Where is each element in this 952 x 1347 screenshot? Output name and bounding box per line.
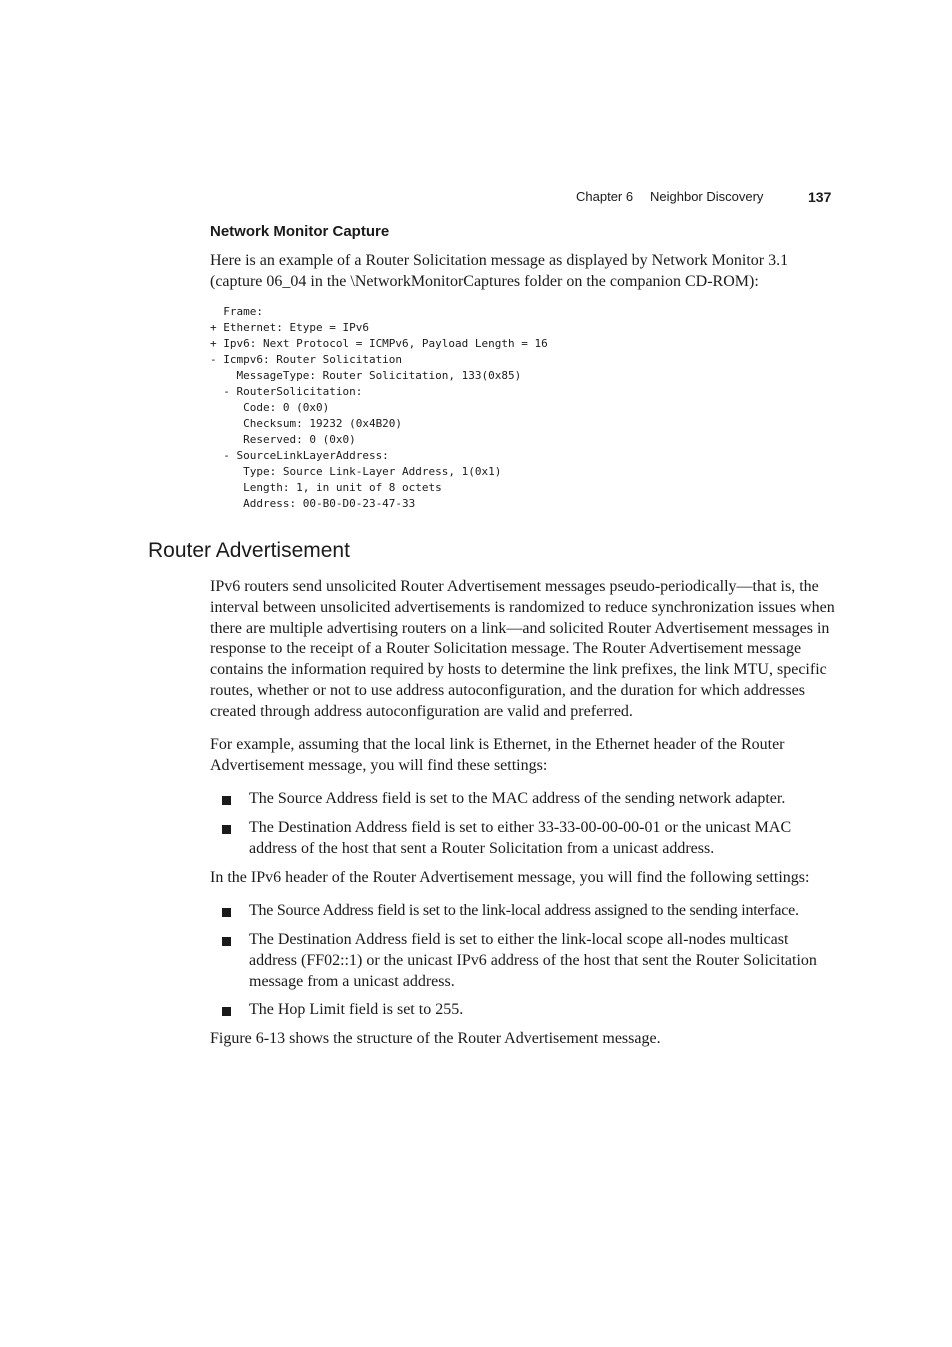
page-number: 137 — [808, 189, 832, 205]
list-item — [222, 818, 836, 860]
list-item — [222, 901, 836, 922]
figure-reference-paragraph: Figure 6-13 shows the structure of the Router Advertisement message. — [210, 1030, 661, 1047]
list-item-text: The Source Address field is set to the MAC address of the sending network adapter. — [249, 790, 786, 807]
bullet-square-icon — [222, 796, 231, 805]
running-head — [0, 189, 952, 209]
list-item-text: The Source Address field is set to the link-local address assigned to the sending interface. — [249, 902, 799, 919]
chapter-title: Neighbor Discovery — [650, 189, 764, 204]
intro-paragraph: IPv6 routers send unsolicited Router Advertisement messages pseudo-periodically—that is, the interval between unsolicited advertisements is randomized to reduce synchronization issues when there are multiple advertising routers on a link—and solicited Router Advertisement messages in response to the receipt of a Router Solicitation message. The Router Advertisement message contains the information required by hosts to determine the link prefixes, the link MTU, specific routes, whether or not to use address autoconfiguration, and the duration for which addresses created through address autoconfiguration are valid and preferred. — [210, 578, 835, 720]
chapter-label: Chapter 6 — [576, 189, 634, 204]
capture-code-block: Frame: + Ethernet: Etype = IPv6 + Ipv6: Next Protocol = ICMPv6, Payload Length = 16 - Icmpv6: Router Solicitation MessageType: Router Solicitation, 133(0x85) - RouterSolicitation: Code: 0 (0x0) Checksum: 19232 (0x4B20) Reserved: 0 (0x0) - SourceLinkLayerAddress: Type: Source Link-Layer Address, 1(0x1) Length: 1, in unit of 8 octets Address: 00-B0-D0-23-47-33 — [210, 305, 548, 510]
bullet-square-icon — [222, 937, 231, 946]
capture-intro-paragraph: Here is an example of a Router Solicitation message as displayed by Network Monitor 3.1 (capture 06_04 in the \NetworkMonitorCaptures folder on the companion CD-ROM): — [210, 252, 789, 290]
bullet-square-icon — [222, 908, 231, 917]
section-heading: Router Advertisement — [148, 539, 350, 562]
list-item-text: The Destination Address field is set to either 33-33-00-00-00-01 or the unicast MAC address of the host that sent a Router Solicitation from a unicast address. — [249, 819, 792, 857]
list-item — [222, 930, 836, 992]
bullet-square-icon — [222, 825, 231, 834]
list-item — [222, 789, 836, 810]
list-item-text: The Destination Address field is set to either the link-local scope all-nodes multicast address (FF02::1) or the unicast IPv6 address of the host that sent the Router Solicitation message from a unicast address. — [249, 931, 817, 990]
list-item — [222, 1000, 836, 1021]
ipv6-paragraph: In the IPv6 header of the Router Advertisement message, you will find the following settings: — [210, 869, 810, 886]
capture-subheading: Network Monitor Capture — [210, 223, 390, 240]
ethernet-paragraph: For example, assuming that the local link is Ethernet, in the Ethernet header of the Router Advertisement message, you will find these settings: — [210, 736, 785, 774]
bullet-square-icon — [222, 1007, 231, 1016]
list-item-text: The Hop Limit field is set to 255. — [249, 1001, 464, 1018]
